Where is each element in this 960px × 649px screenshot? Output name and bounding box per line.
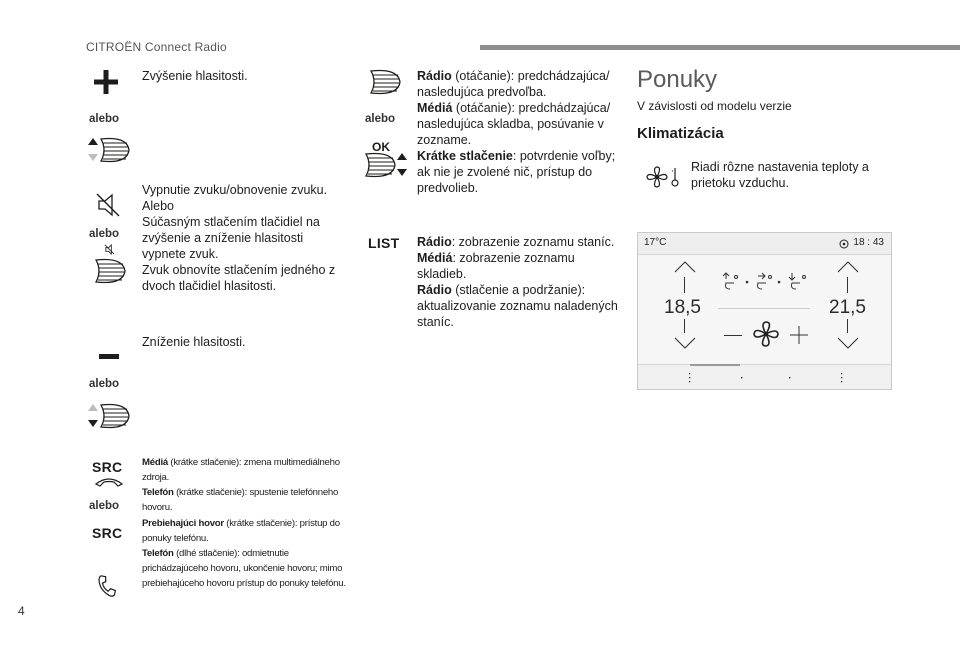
col2-block1-line-6: Krátke stlačenie: potvrdenie voľby; <box>417 149 616 163</box>
mute-text-1: Vypnutie zvuku/obnovenie zvuku. <box>142 183 328 197</box>
left-temp-up-chevron[interactable] <box>674 261 696 273</box>
phone-icon <box>96 575 118 597</box>
src-line-2: zdroja. <box>142 472 170 483</box>
screen-bottom-bar <box>638 364 891 389</box>
src-line-4: hovoru. <box>142 502 173 513</box>
plus-icon <box>94 70 118 94</box>
climate-desc-2: prietoku vzduchu. <box>691 176 789 190</box>
volume-up-text: Zvýšenie hlasitosti. <box>142 69 248 83</box>
right-temperature: 21,5 <box>829 297 866 318</box>
climate-screen <box>637 232 892 390</box>
src-line-9: prebiehajúceho hovoru prístup do ponuky telefónu. <box>142 578 346 589</box>
src-line-7: Telefón (dlhé stlačenie): odmietnutie <box>142 548 289 559</box>
right-temp-up-chevron[interactable] <box>837 261 859 273</box>
header-bar <box>480 45 960 50</box>
col2-block2-line-5: aktualizovanie zoznamu naladených <box>417 299 618 313</box>
minus-icon <box>99 354 119 360</box>
list-button-label: LIST <box>368 235 400 251</box>
left-temp-down-chevron[interactable] <box>674 337 696 349</box>
fan-icon[interactable] <box>752 320 780 348</box>
fan-minus-icon[interactable] <box>724 335 742 336</box>
mute-text-3: Súčasným stlačením tlačidiel na <box>142 215 320 229</box>
screen-status-bar <box>638 233 891 255</box>
left-temperature: 18,5 <box>664 297 701 318</box>
left-temp-tick-top <box>684 277 685 293</box>
src-line-3: Telefón (krátke stlačenie): spustenie telefónneho <box>142 487 339 498</box>
climate-icon <box>646 165 682 189</box>
mute-text-7: dvoch tlačidiel hlasitosti. <box>142 279 277 293</box>
phone-handset-icon <box>94 476 124 487</box>
thumbwheel-ok-icon <box>364 152 408 178</box>
mute-text-5: vypnete zvuk. <box>142 247 219 261</box>
clock-time: 18 : 43 <box>853 237 884 248</box>
ok-button-label: OK <box>372 140 390 154</box>
bottom-menu-dots[interactable] <box>678 372 858 384</box>
right-temp-tick-bottom <box>847 319 848 333</box>
thumbwheel-icon <box>367 69 401 95</box>
scroll-wheel-down-icon <box>88 403 130 429</box>
right-temp-down-chevron[interactable] <box>837 337 859 349</box>
air-distribution-icons[interactable] <box>720 271 812 293</box>
src-button-label: SRC <box>92 459 123 475</box>
fan-plus-icon[interactable] <box>790 326 808 344</box>
outside-temperature: 17°C <box>644 237 667 248</box>
right-temp-tick-top <box>847 277 848 293</box>
col2-block2-line-3: skladieb. <box>417 267 467 281</box>
src-line-5: Prebiehajúci hovor (krátke stlačenie): prístup do <box>142 518 340 529</box>
center-divider <box>718 308 810 309</box>
mute-small-icon <box>104 244 115 255</box>
left-temp-tick-bottom <box>684 319 685 333</box>
col2-block1-line-3: Médiá (otáčanie): predchádzajúca/ <box>417 101 611 115</box>
volume-down-text: Zníženie hlasitosti. <box>142 335 246 349</box>
col2-block2-line-1: Rádio: zobrazenie zoznamu staníc. <box>417 235 615 249</box>
mute-text-2: Alebo <box>142 199 174 213</box>
col2-block2-line-2: Médiá: zobrazenie zoznamu <box>417 251 575 265</box>
src-button-label-2: SRC <box>92 525 123 541</box>
col2-block1-line-8: predvolieb. <box>417 181 479 195</box>
page-number: 4 <box>18 604 25 618</box>
header-title: CITROËN Connect Radio <box>86 40 227 54</box>
alebo-label: alebo <box>365 113 396 125</box>
col2-block1-line-4: nasledujúca skladba, posúvanie v <box>417 117 604 131</box>
active-tab-indicator <box>690 364 740 366</box>
alebo-label: alebo <box>89 378 120 390</box>
section-title: Ponuky <box>637 66 718 93</box>
section-subtitle: V závislosti od modelu verzie <box>637 99 792 113</box>
col2-block1-line-5: zozname. <box>417 133 472 147</box>
col2-block2-line-4: Rádio (stlačenie a podržanie): <box>417 283 586 297</box>
scroll-wheel-icon <box>92 258 126 284</box>
src-line-1: Médiá (krátke stlačenie): zmena multimediálneho <box>142 457 340 468</box>
alebo-label: alebo <box>89 500 120 512</box>
subsection-title: Klimatizácia <box>637 125 724 142</box>
src-line-6: ponuky telefónu. <box>142 533 209 544</box>
alebo-label: alebo <box>89 113 120 125</box>
col2-block2-line-6: staníc. <box>417 315 454 329</box>
mute-icon <box>95 192 121 218</box>
clock-icon <box>839 239 849 249</box>
col2-block1-line-1: Rádio (otáčanie): predchádzajúca/ <box>417 69 610 83</box>
climate-desc-1: Riadi rôzne nastavenia teploty a <box>691 160 869 174</box>
mute-text-4: zvýšenie a zníženie hlasitosti <box>142 231 304 245</box>
alebo-label: alebo <box>89 228 120 240</box>
col2-block1-line-7: ak nie je zvolené nič, prístup do <box>417 165 593 179</box>
scroll-wheel-up-icon <box>88 137 130 163</box>
src-line-8: prichádzajúceho hovoru, ukončenie hovoru; mimo <box>142 563 343 574</box>
col2-block1-line-2: nasledujúca predvoľba. <box>417 85 547 99</box>
mute-text-6: Zvuk obnovíte stlačením jedného z <box>142 263 336 277</box>
